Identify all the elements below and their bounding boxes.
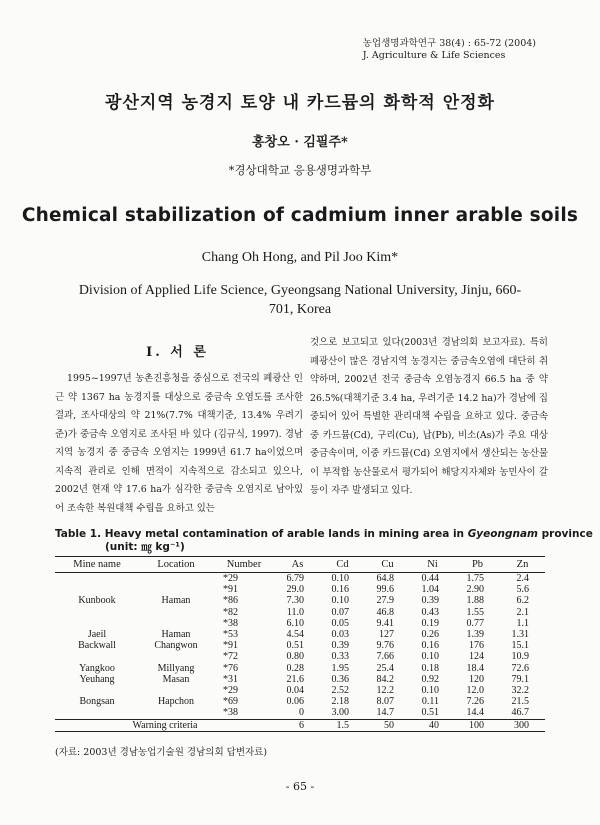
table-cell: 5.6: [516, 584, 529, 596]
table-cell: 1.04: [421, 584, 439, 596]
table-cell: 0.07: [331, 606, 349, 618]
table-cell: 0.43: [421, 606, 439, 618]
english-affiliation: Division of Applied Life Science, Gyeongsang National University, Jinju, 660-701, Korea: [78, 283, 522, 317]
table-cell: 1.39: [466, 629, 484, 641]
table-row: [55, 651, 545, 662]
table-cell: 0.05: [331, 617, 349, 629]
table-cell: Haman: [161, 629, 191, 641]
korean-affiliation: *경상대학교 응용생명과학부: [228, 163, 372, 177]
table-cell: 1.55: [466, 606, 484, 618]
english-authors: Chang Oh Hong, and Pil Joo Kim*: [201, 250, 399, 265]
table-cell: 3.00: [320, 707, 365, 719]
table-cell: *86: [223, 595, 238, 607]
col-header-pb: Pb: [455, 557, 500, 573]
table-cell: 0.10: [331, 595, 349, 607]
table-cell: 1.75: [466, 573, 484, 584]
table-cell: 0.28: [286, 662, 304, 674]
intro-paragraph-right: 것으로 보고되고 있다(2003년 경남의회 보고자료). 특히 폐광산이 많은 경남지역 농경지는 중금속오염에 대단히 취약하며, 2002년 전국 중금속 오염농경지 66.5 ha 중 약 26.5%(대책기준 3.4 ha, 우려기준 14.2 ha)가 경남에 집중되어 있어 특별한 관리대책 수립을 요하고 있다. 중금속 중 카드뮴(Cd), 구리(Cu), 납(Pb), 비소(As)가 주요 대상 중금속이며, 이중 카드뮴(Cd) 오염지에서 생산되는 농산물이 부적합 농산물로서 평가되어 해당지자체와 농민사이 갈등이 자주 발생되고 있다.: [310, 337, 548, 496]
table-cell: 0.04: [286, 685, 304, 697]
table-cell: [139, 707, 213, 719]
table-cell: 1.95: [331, 662, 349, 674]
table-row: [55, 607, 545, 618]
table-cell: 6.79: [286, 573, 304, 584]
table-cell: 0.39: [421, 595, 439, 607]
table-cell: [55, 573, 139, 585]
table-cell: 14.4: [455, 707, 500, 719]
table-cell: 0.10: [421, 685, 439, 697]
table-caption-italic: Gyeongnam: [467, 528, 538, 540]
table-row: [55, 707, 545, 719]
table-cell: 84.2: [376, 673, 394, 685]
korean-authors: 홍창오 · 김필주*: [252, 135, 348, 150]
table-cell: [55, 651, 139, 662]
col-header-location: Location: [139, 557, 213, 573]
criteria-value: 50: [365, 719, 410, 731]
table-cell: 2.52: [331, 685, 349, 697]
col-header-number: Number: [213, 557, 275, 573]
table-cell: Hapchon: [157, 696, 195, 708]
table-cell: 0.18: [421, 662, 439, 674]
table-cell: 8.07: [376, 696, 394, 708]
table-cell: *38: [213, 707, 275, 719]
korean-title: 광산지역 농경지 토양 내 카드뮴의 화학적 안정화: [105, 93, 495, 113]
table-cell: 99.6: [376, 584, 394, 596]
table-cell: 21.6: [286, 673, 304, 685]
table-caption: [55, 528, 593, 554]
criteria-label: Warning criteria: [55, 719, 275, 731]
table-cell: [55, 618, 139, 629]
table-cell: [55, 584, 139, 595]
table-cell: *38: [223, 617, 238, 629]
table-cell: Yangkoo: [79, 662, 115, 674]
table-cell: Backwall: [78, 640, 116, 652]
table-cell: 0.19: [421, 617, 439, 629]
table-cell: 32.2: [511, 685, 529, 697]
table-cell: 64.8: [376, 573, 394, 584]
table-cell: 0.10: [331, 573, 349, 584]
table-cell: 7.66: [376, 651, 394, 663]
table-cell: 124: [469, 651, 484, 663]
table-caption-text: Table 1. Heavy metal contamination of arable lands in mining area in: [55, 528, 468, 540]
table-cell: 127: [379, 629, 394, 641]
table-cell: *72: [223, 651, 238, 663]
table-cell: [55, 707, 139, 719]
table-cell: 0.80: [286, 651, 304, 663]
table-cell: [139, 573, 213, 585]
table-cell: *76: [223, 662, 238, 674]
table-cell: 10.9: [511, 651, 529, 663]
table-cell: Millyang: [157, 662, 195, 674]
table-cell: *31: [223, 673, 238, 685]
table-row: [55, 573, 545, 585]
table-header-row: [55, 557, 545, 573]
table-cell: 7.26: [466, 696, 484, 708]
criteria-value: 300: [500, 719, 545, 731]
table-row: [55, 629, 545, 640]
table-cell: 15.1: [511, 640, 529, 652]
col-header-as: As: [275, 557, 320, 573]
table-cell: 25.4: [376, 662, 394, 674]
col-header-mine: Mine name: [55, 557, 139, 573]
table-cell: 21.5: [511, 696, 529, 708]
table-row: [55, 584, 545, 595]
table-cell: Haman: [161, 595, 191, 607]
table-cell: 6.10: [286, 617, 304, 629]
table-cell: *91: [223, 584, 238, 596]
table-row: [55, 663, 545, 674]
table-cell: 0: [275, 707, 320, 719]
table-cell: 1.88: [466, 595, 484, 607]
table-cell: *91: [223, 640, 238, 652]
table-row: [55, 685, 545, 696]
table-cell: 9.41: [376, 617, 394, 629]
table-cell: 7.30: [286, 595, 304, 607]
table-cell: 0.03: [331, 629, 349, 641]
col-header-cd: Cd: [320, 557, 365, 573]
table-cell: [139, 584, 213, 595]
criteria-value: 100: [455, 719, 500, 731]
table-row: [55, 674, 545, 685]
table-cell: *29: [223, 685, 238, 697]
table-cell: 12.0: [466, 685, 484, 697]
table-cell: *29: [223, 573, 238, 584]
criteria-value: 6: [275, 719, 320, 731]
table-cell: 72.6: [511, 662, 529, 674]
table-cell: 0.11: [421, 696, 439, 708]
table-cell: 2.1: [516, 606, 529, 618]
table-row: [55, 640, 545, 651]
table-cell: 0.26: [421, 629, 439, 641]
table-source: (자료: 2003년 경남농업기술원 경남의회 답변자료): [55, 747, 268, 758]
table-cell: 18.4: [466, 662, 484, 674]
table-cell: 120: [469, 673, 484, 685]
table-cell: 9.76: [376, 640, 394, 652]
table-cell: 27.9: [376, 595, 394, 607]
table-cell: 0.77: [466, 617, 484, 629]
table-cell: [55, 607, 139, 618]
heavy-metal-table: [55, 556, 545, 732]
table-cell: 14.7: [365, 707, 410, 719]
table-cell: Yeuhang: [79, 673, 115, 685]
table-cell: Kunbook: [78, 595, 116, 607]
table-unit: (unit: ㎎ kg⁻¹): [105, 541, 185, 553]
table-cell: Masan: [162, 673, 190, 685]
table-caption-end: province: [537, 528, 593, 540]
table-cell: 46.8: [376, 606, 394, 618]
table-cell: Bongsan: [79, 696, 115, 708]
criteria-value: 1.5: [320, 719, 365, 731]
table-cell: [139, 685, 213, 696]
col-header-ni: Ni: [410, 557, 455, 573]
journal-header: [363, 38, 536, 62]
table-row: [55, 618, 545, 629]
table-cell: Jaeil: [87, 629, 107, 641]
table-cell: 11.0: [286, 606, 304, 618]
table-cell: 0.92: [421, 673, 439, 685]
table-cell: 6.2: [516, 595, 529, 607]
table-cell: 0.36: [331, 673, 349, 685]
table-cell: 1.1: [516, 617, 529, 629]
table-cell: 176: [469, 640, 484, 652]
table-cell: 1.31: [511, 629, 529, 641]
table-cell: [139, 651, 213, 662]
journal-citation: 농업생명과학연구 38(4) : 65-72 (2004): [362, 38, 536, 49]
journal-name: J. Agriculture & Life Sciences: [362, 50, 506, 61]
table-cell: 2.90: [466, 584, 484, 596]
table-cell: 0.44: [421, 573, 439, 584]
table-cell: 29.0: [286, 584, 304, 596]
col-header-cu: Cu: [365, 557, 410, 573]
table-row: [55, 595, 545, 606]
table-row: [55, 696, 545, 707]
table-cell: 0.33: [331, 651, 349, 663]
table-cell: 2.4: [516, 573, 529, 584]
table-cell: 0.16: [421, 640, 439, 652]
col-header-zn: Zn: [500, 557, 545, 573]
table-cell: 0.10: [421, 651, 439, 663]
table-cell: 0.39: [331, 640, 349, 652]
intro-paragraph-left: 1995~1997년 농촌진흥청을 중심으로 전국의 폐광산 인근 약 1367 ha 농경지를 대상으로 중금속 오염도를 조사한 결과, 조사대상의 약 21%(7.7% 대책기준, 13.4% 우려기준)가 중금속 오염지로 조사된 바 있다 (김규식, 1997). 경남지역 농경지 중 중금속 오염지는 1999년 61.7 ha이었으며 지속적 관리로 인해 면적이 지속적으로 감소되고 있으나, 2002년 현재 약 17.6 ha가 심각한 중금속 오염지로 남아있어 조속한 복원대책 수립을 요하고 있는: [55, 373, 303, 514]
table-cell: 79.1: [511, 673, 529, 685]
table-cell: *53: [223, 629, 238, 641]
section-heading: Ⅰ. 서 론: [146, 345, 209, 360]
table-cell: 12.2: [376, 685, 394, 697]
table-cell: [139, 607, 213, 618]
page-number: - 65 -: [285, 780, 315, 793]
english-title: Chemical stabilization of cadmium inner arable soils: [21, 205, 579, 226]
table-cell: 0.16: [331, 584, 349, 596]
table-cell: 4.54: [286, 629, 304, 641]
table-cell: [139, 618, 213, 629]
table-cell: Changwon: [154, 640, 198, 652]
table-cell: 2.18: [331, 696, 349, 708]
table-cell: *69: [223, 696, 238, 708]
table-cell: [55, 685, 139, 696]
table-cell: 46.7: [500, 707, 545, 719]
warning-criteria-row: [55, 719, 545, 731]
criteria-value: 40: [410, 719, 455, 731]
table-cell: 0.06: [286, 696, 304, 708]
table-cell: 0.51: [286, 640, 304, 652]
table-cell: 0.51: [410, 707, 455, 719]
table-cell: *82: [223, 606, 238, 618]
